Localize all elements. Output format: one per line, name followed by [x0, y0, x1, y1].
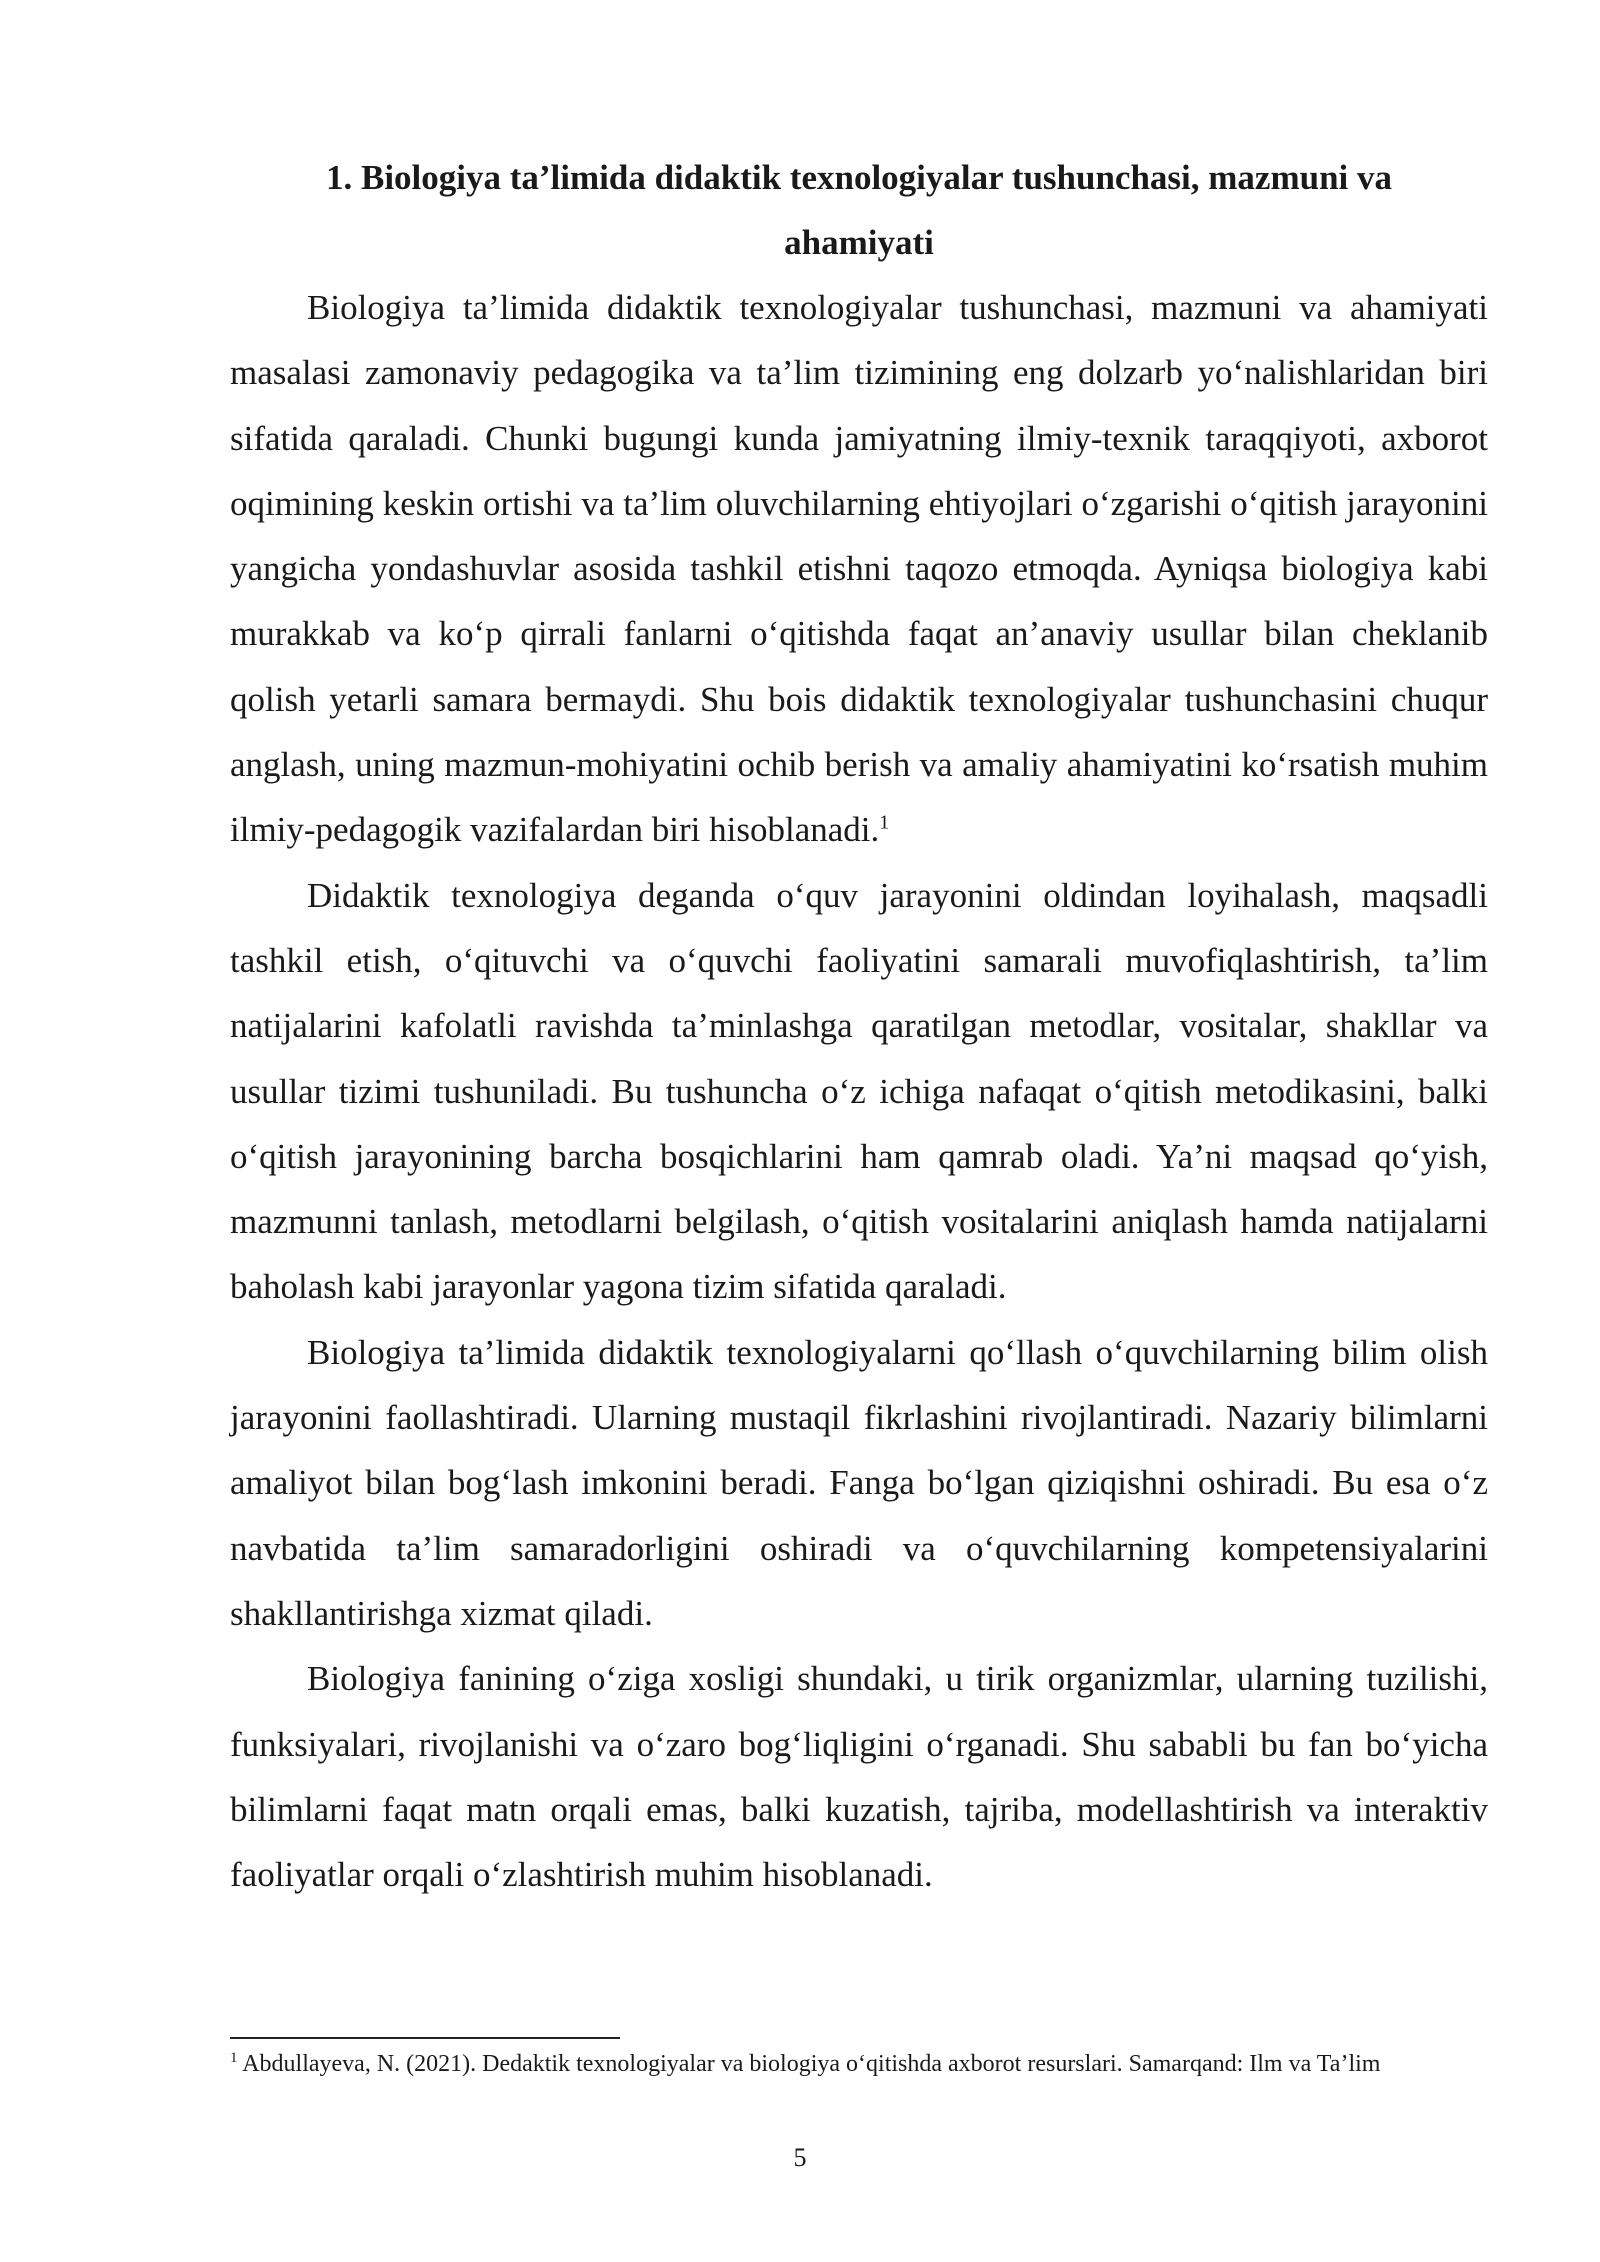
paragraph-1 [230, 275, 1488, 863]
section-heading: 1. Biologiya ta’limida didaktik texnologiyalar tushunchasi, mazmuni va ahamiyati [325, 158, 1393, 262]
main-content [230, 145, 1488, 1907]
paragraph-4: Biologiya fanining o‘ziga xosligi shundaki, u tirik organizmlar, ularning tuzilishi, funksiyalari, rivojlanishi va o‘zaro bog‘liqligini o‘rganadi. Shu sababli bu fan bo‘yicha bilimlarni faqat matn orqali emas, balki kuzatish, tajriba, modellashtirish va interaktiv faoliyatlar orqali o‘zlashtirish muhim hisoblanadi. [230, 1659, 1488, 1895]
footnote-text: Abdullayeva, N. (2021). Dedaktik texnologiyalar va biologiya o‘qitishda axborot resurslari. Samarqand: Ilm va Ta’lim [242, 2051, 1381, 2077]
footnote-reference[interactable]: 1 [879, 811, 890, 834]
paragraph-1-text: Biologiya ta’limida didaktik texnologiyalar tushunchasi, mazmuni va ahamiyati masalasi zamonaviy pedagogika va ta’lim tizimining eng dolzarb yo‘nalishlaridan biri sifatida qaraladi. Chunki bugungi kunda jamiyatning ilmiy-texnik taraqqiyoti, axborot oqimining keskin ortishi va ta’lim oluvchilarning ehtiyojlari o‘zgarishi o‘qitish jarayonini yangicha yondashuvlar asosida tashkil etishni taqozo etmoqda. Ayniqsa biologiya kabi murakkab va ko‘p qirrali fanlarni o‘qitishda faqat an’anaviy usullar bilan cheklanib qolish yetarli samara bermaydi. Shu bois didaktik texnologiyalar tushunchasini chuqur anglash, uning mazmun-mohiyatini ochib berish va amaliy ahamiyatini ko‘rsatish muhim ilmiy-pedagogik vazifalardan biri hisoblanadi. [230, 288, 1488, 850]
footnote [230, 2048, 1488, 2080]
paragraph-2: Didaktik texnologiya deganda o‘quv jarayonini oldindan loyihalash, maqsadli tashkil etish, o‘qituvchi va o‘quvchi faoliyatini samarali muvofiqlashtirish, ta’lim natijalarini kafolatli ravishda ta’minlashga qaratilgan metodlar, vositalar, shakllar va usullar tizimi tushuniladi. Bu tushuncha o‘z ichiga nafaqat o‘qitish metodikasini, balki o‘qitish jarayonining barcha bosqichlarini ham qamrab oladi. Ya’ni maqsad qo‘yish, mazmunni tanlash, metodlarni belgilash, o‘qitish vositalarini aniqlash hamda natijalarni baholash kabi jarayonlar yagona tizim sifatida qaraladi. [230, 875, 1488, 1307]
footnote-separator [230, 2037, 620, 2039]
page-number: 5 [793, 2143, 807, 2172]
paragraph-3: Biologiya ta’limida didaktik texnologiyalarni qo‘llash o‘quvchilarning bilim olish jarayonini faollashtiradi. Ularning mustaqil fikrlashini rivojlantiradi. Nazariy bilimlarni amaliyot bilan bog‘lash imkonini beradi. Fanga bo‘lgan qiziqishni oshiradi. Bu esa o‘z navbatida ta’lim samaradorligini oshiradi va o‘quvchilarning kompetensiyalarini shakllantirishga xizmat qiladi. [230, 1332, 1488, 1633]
footnote-marker: 1 [230, 2050, 238, 2066]
